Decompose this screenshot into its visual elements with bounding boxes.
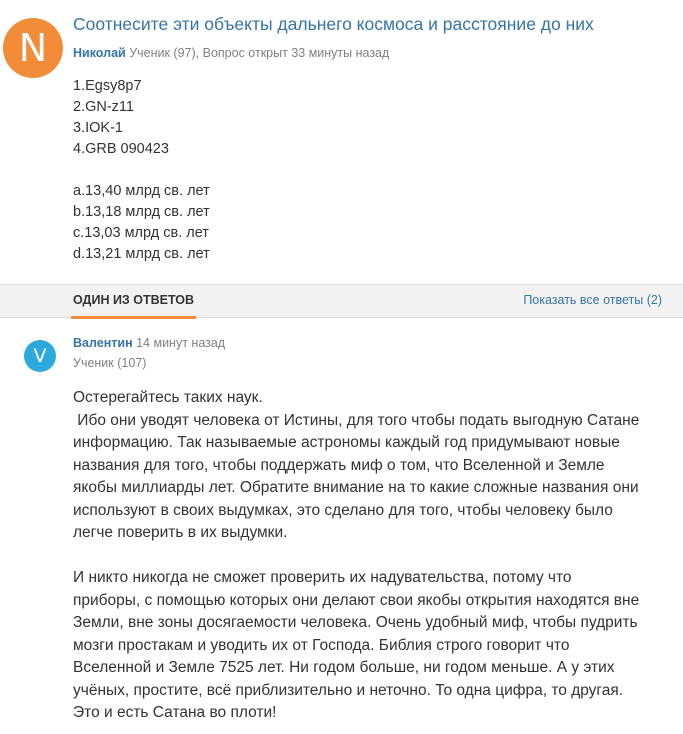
answer-block <box>0 318 683 734</box>
answer-line: Остерегайтесь таких наук. <box>73 389 263 406</box>
question-title[interactable]: Соотнесите эти объекты дальнего космоса и расстояние до них <box>73 14 594 34</box>
answer-author-avatar[interactable]: V <box>24 340 56 372</box>
answer-line: информацию. Так называемые астрономы каждый год придумывают новые <box>73 434 620 451</box>
answer-line: якобы миллиарды лет. Обратите внимание на то какие сложные названия они <box>73 479 639 496</box>
tab-one-answer[interactable] <box>73 285 194 318</box>
object-item: 2.GN-z11 <box>73 99 134 115</box>
answer-line: приборы, с помощью которых они делают свои якобы открытия находятся вне <box>73 591 640 609</box>
answer-line: Ибо они уводят человека от Истины, для того чтобы подать выгодную Сатане <box>73 411 640 429</box>
answer-line: названия для того, чтобы поддержать миф о том, что Вселенной и Земле <box>73 456 605 474</box>
answer-line: мозги простакам и уводить их от Господа. Библия строго говорит что <box>73 636 570 654</box>
question-author-rank: Ученик (97), <box>129 46 200 60</box>
answer-author-link[interactable]: Валентин <box>73 336 133 350</box>
distance-item: c.13,03 млрд св. лет <box>73 225 209 241</box>
answers-bar <box>0 284 683 318</box>
answer-line: Вселенной и Земле 7525 лет. Ни годом больше, ни годом меньше. А у этих <box>73 659 615 676</box>
answer-time: 14 минут назад <box>136 336 226 350</box>
show-all-answers-link[interactable]: Показать все ответы (2) <box>523 293 662 307</box>
question-asked-time: Вопрос открыт 33 минуты назад <box>202 46 390 60</box>
object-item: 1.Egsy8p7 <box>73 78 142 94</box>
answer-line: И никто никогда не сможет проверить их надувательства, потому что <box>73 569 572 586</box>
paragraph-spacer <box>73 545 673 568</box>
answer-line: легче поверить в их выдумки. <box>73 524 288 541</box>
tab-one-answer-label: ОДИН ИЗ ОТВЕТОВ <box>73 293 195 307</box>
question-block <box>0 0 683 284</box>
answer-line: учёных, простите, всё приблизительно и неточно. То одна цифра, то другая. <box>73 681 624 699</box>
answer-line: Это и есть Сатана во плоти! <box>73 704 277 721</box>
distance-item: d.13,21 млрд св. лет <box>73 246 210 262</box>
distance-item: b.13,18 млрд св. лет <box>73 204 210 220</box>
object-item: 4.GRB 090423 <box>73 141 169 157</box>
answer-line: Земли, вне зоны досягаемости человека. Очень удобный миф, чтобы пудрить <box>73 614 638 631</box>
question-body <box>73 76 210 265</box>
question-meta <box>73 46 389 60</box>
object-item: 3.IOK-1 <box>73 120 123 136</box>
answer-meta <box>73 336 225 350</box>
answer-body <box>73 387 673 725</box>
question-author-avatar[interactable]: N <box>3 18 63 78</box>
distance-item: a.13,40 млрд св. лет <box>73 183 210 199</box>
question-author-link[interactable]: Николай <box>73 46 126 60</box>
answer-author-rank: Ученик (107) <box>73 356 147 370</box>
answer-line: используют в своих выдумках, это сделано для того, чтобы человеку было <box>73 501 613 519</box>
spacer <box>73 160 210 181</box>
